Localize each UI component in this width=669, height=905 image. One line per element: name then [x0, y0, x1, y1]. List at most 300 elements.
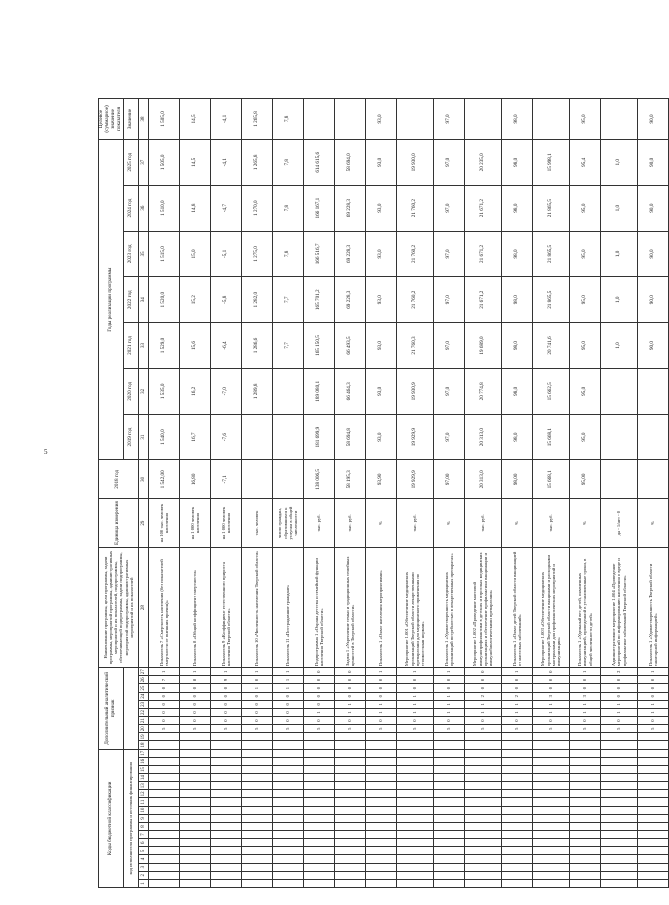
code-cell [532, 847, 569, 855]
code-cell [272, 863, 303, 871]
code-cell [179, 814, 210, 822]
code-cell [241, 831, 272, 839]
code-cell: 1 [433, 668, 464, 676]
row-unit: % [569, 499, 600, 548]
table-row [303, 99, 334, 888]
code-cell: 1 [501, 708, 532, 716]
code-cell [464, 757, 501, 765]
code-cell [272, 839, 303, 847]
code-cell [241, 806, 272, 814]
code-cell [303, 863, 334, 871]
code-cell: 1 [365, 708, 396, 716]
code-cell [464, 749, 501, 757]
code-cell [396, 871, 433, 879]
code-cell [303, 798, 334, 806]
code-cell: 1 [272, 684, 303, 692]
code-cell [433, 831, 464, 839]
code-cell [179, 822, 210, 830]
code-cell [179, 871, 210, 879]
code-cell [210, 741, 241, 749]
row-final-value: 7,8 [272, 99, 303, 140]
code-cell [600, 790, 637, 798]
code-cell [148, 831, 179, 839]
code-cell: 0 [501, 684, 532, 692]
row-year-value: 1 286,6 [241, 323, 272, 369]
row-year-value: 1,0 [600, 231, 637, 277]
code-cell: 0 [272, 717, 303, 725]
code-cell [464, 798, 501, 806]
code-cell: 0 [396, 676, 433, 684]
code-cell [365, 814, 396, 822]
row-name: Показатель 10 «Численность населения Тверской области» [241, 548, 272, 668]
code-cell: 1 [272, 676, 303, 684]
code-cell [433, 879, 464, 887]
row-final-value: 1 505,0 [148, 99, 179, 140]
column-number: 9 [138, 814, 148, 822]
code-cell [396, 774, 433, 782]
code-cell [365, 806, 396, 814]
code-cell: 1 [637, 668, 668, 676]
row-year-value: 16,7 [179, 414, 210, 460]
row-final-value [464, 99, 501, 140]
code-cell [433, 855, 464, 863]
code-cell [464, 839, 501, 847]
code-cell: 0 [464, 668, 501, 676]
column-number: 29 [138, 499, 148, 548]
code-cell [501, 782, 532, 790]
row-year-value: 15,2 [179, 277, 210, 323]
code-cell: 1 [303, 708, 334, 716]
row-year-value: 20 313,0 [464, 414, 501, 460]
code-cell [569, 733, 600, 741]
code-cell [334, 871, 365, 879]
row-year-value: 14,8 [179, 185, 210, 231]
code-cell [433, 798, 464, 806]
code-cell [148, 774, 179, 782]
row-year-value: 90,0 [637, 323, 668, 369]
code-cell [148, 798, 179, 806]
row-year-value: 1,0 [600, 323, 637, 369]
table-header-row [99, 99, 124, 888]
code-cell: 1 [433, 700, 464, 708]
year-header: 2020 год [123, 368, 138, 414]
code-cell [272, 790, 303, 798]
row-year-value: 95,0 [569, 368, 600, 414]
code-cell [396, 782, 433, 790]
row-year-value [272, 368, 303, 414]
row-unit: да - 1/нет - 0 [600, 499, 637, 548]
code-cell [396, 855, 433, 863]
row-year-value: 1 515,0 [148, 231, 179, 277]
code-cell: 2 [600, 668, 637, 676]
code-cell [241, 839, 272, 847]
row-year-value: 19 930,0 [396, 139, 433, 185]
row-year-value: 58 694,8 [334, 414, 365, 460]
column-number: 26 [138, 676, 148, 684]
code-cell [569, 863, 600, 871]
row-name: Показатель 11 «Пострадавшие граждане» [272, 548, 303, 668]
row-year-value [637, 368, 668, 414]
row-year-value: 93,0 [365, 185, 396, 231]
code-cell: 1 [433, 692, 464, 700]
column-number: 38 [138, 99, 148, 140]
year-header: 2022 год [123, 277, 138, 323]
code-cell: 2 [501, 692, 532, 700]
row-value-2018: 98,00 [501, 460, 532, 499]
code-cell [334, 814, 365, 822]
row-value-2018: -7,1 [210, 460, 241, 499]
code-cell [303, 774, 334, 782]
code-cell [210, 839, 241, 847]
code-cell [210, 831, 241, 839]
year-header: 2023 год [123, 231, 138, 277]
code-cell [179, 831, 210, 839]
code-cell [569, 871, 600, 879]
code-cell: 0 [241, 700, 272, 708]
code-cell: 1 [334, 700, 365, 708]
code-cell [148, 757, 179, 765]
code-cell [272, 879, 303, 887]
row-year-value: 166 516,7 [303, 231, 334, 277]
code-cell [210, 765, 241, 773]
code-cell [365, 765, 396, 773]
row-year-value: 97,0 [433, 185, 464, 231]
code-cell: 1 [501, 700, 532, 708]
row-value-2018: 15 668,1 [532, 460, 569, 499]
code-cell [334, 879, 365, 887]
code-cell: 5 [303, 725, 334, 733]
code-cell: 5 [532, 725, 569, 733]
table-row [179, 99, 210, 888]
code-cell [396, 741, 433, 749]
code-cell [600, 798, 637, 806]
code-cell: 0 [148, 717, 179, 725]
code-cell [148, 790, 179, 798]
code-cell: 1 [210, 668, 241, 676]
row-unit: тыс. человек [241, 499, 272, 548]
row-year-value: 98,0 [501, 368, 532, 414]
code-cell [569, 831, 600, 839]
code-cell [334, 733, 365, 741]
code-cell: 5 [210, 725, 241, 733]
code-cell [148, 741, 179, 749]
row-year-value: 93,0 [365, 368, 396, 414]
row-year-value: 21 671,2 [464, 231, 501, 277]
code-cell [637, 749, 668, 757]
code-cell [334, 822, 365, 830]
classifier-note: код исполнителя программы и источник финансирования [123, 749, 138, 887]
row-year-value [600, 368, 637, 414]
code-cell [303, 733, 334, 741]
row-final-value: 97,0 [433, 99, 464, 140]
column-number: 14 [138, 774, 148, 782]
code-cell [241, 741, 272, 749]
code-cell [501, 774, 532, 782]
row-year-value: 69 228,3 [334, 185, 365, 231]
code-cell [600, 749, 637, 757]
code-cell [501, 847, 532, 855]
row-year-value: 1 535,0 [148, 368, 179, 414]
row-year-value: -4,7 [210, 185, 241, 231]
column-number: 28 [138, 548, 148, 668]
code-cell [569, 855, 600, 863]
row-year-value: 90,0 [637, 185, 668, 231]
code-cell: 0 [272, 700, 303, 708]
row-value-2018: 20 313,0 [464, 460, 501, 499]
row-year-value: 98,0 [501, 185, 532, 231]
code-cell: 1 [637, 708, 668, 716]
code-cell [365, 790, 396, 798]
column-number: 33 [138, 323, 148, 369]
code-cell [148, 765, 179, 773]
code-cell [532, 814, 569, 822]
code-cell: 1 [532, 700, 569, 708]
code-cell [433, 847, 464, 855]
row-year-value: 1 289,8 [241, 368, 272, 414]
code-cell [179, 749, 210, 757]
year-header: 2025 год [123, 139, 138, 185]
code-cell [569, 757, 600, 765]
code-cell [210, 855, 241, 863]
code-cell: 1 [532, 708, 569, 716]
row-final-value [600, 99, 637, 140]
code-cell [600, 855, 637, 863]
code-cell: 9 [210, 676, 241, 684]
code-cell [464, 806, 501, 814]
code-cell [433, 757, 464, 765]
column-number: 4 [138, 855, 148, 863]
row-year-value: 21 760,3 [396, 323, 433, 369]
row-value-2018 [600, 460, 637, 499]
code-cell [334, 847, 365, 855]
code-cell [464, 765, 501, 773]
row-unit: тыс. руб. [334, 499, 365, 548]
row-unit: на 100 тыс. человек населения [148, 499, 179, 548]
row-year-value: 165 701,2 [303, 277, 334, 323]
code-cell [179, 798, 210, 806]
code-cell [210, 774, 241, 782]
program-name-header: Наименование программы, цели программы, задачи программы, мероприятий программы, административных мероприятий и их показателей, подпрограммы, обеспечивающей подпрограммы, задачи подпрограммы, мероприятий подпрограммы, административных мероприятий и их показателей [99, 548, 139, 668]
code-cell [241, 847, 272, 855]
row-name: Мероприятие 1.001 «Обеспечение медицинских организаций Тверской области лекарственными препаратами для медицинского применения по стоимостным нормам» [396, 548, 433, 668]
row-unit: число граждан, обратившихся к услугам в общей численности [272, 499, 303, 548]
row-year-value: 15 998,1 [532, 139, 569, 185]
code-cell: 0 [179, 717, 210, 725]
code-cell: 0 [396, 684, 433, 692]
code-cell [272, 822, 303, 830]
code-cell [532, 871, 569, 879]
code-cell [433, 871, 464, 879]
code-cell [303, 855, 334, 863]
code-cell [334, 765, 365, 773]
code-cell [365, 733, 396, 741]
code-cell: 7 [148, 676, 179, 684]
code-cell: 0 [210, 717, 241, 725]
code-cell [600, 814, 637, 822]
column-number: 34 [138, 277, 148, 323]
row-value-2018: 95,00 [569, 460, 600, 499]
column-number: 19 [138, 733, 148, 741]
row-name: Показатель 1 «Удовлетворенность Тверской области санитарной информацией» [637, 548, 668, 668]
code-cell [501, 798, 532, 806]
code-cell: 5 [179, 725, 210, 733]
code-cell: 5 [365, 725, 396, 733]
row-year-value: 16,2 [179, 368, 210, 414]
code-cell: 0 [210, 700, 241, 708]
code-cell [272, 774, 303, 782]
code-cell [210, 733, 241, 741]
code-cell [148, 871, 179, 879]
code-cell [334, 798, 365, 806]
code-cell [241, 749, 272, 757]
code-cell [501, 765, 532, 773]
code-cell: 0 [179, 684, 210, 692]
row-year-value: 7,8 [272, 231, 303, 277]
table-row [464, 99, 501, 888]
code-cell: 0 [464, 684, 501, 692]
column-number: 18 [138, 741, 148, 749]
code-cell [637, 839, 668, 847]
code-cell [569, 741, 600, 749]
row-year-value: 69 228,3 [334, 231, 365, 277]
row-year-value: 97,0 [433, 414, 464, 460]
row-year-value: -7,6 [210, 414, 241, 460]
column-number: 11 [138, 798, 148, 806]
row-year-value: 97,0 [433, 323, 464, 369]
code-cell: 0 [210, 684, 241, 692]
code-cell: 1 [501, 668, 532, 676]
code-cell [464, 790, 501, 798]
code-cell [532, 765, 569, 773]
code-cell [501, 863, 532, 871]
row-name: Административное мероприятие 1.004 «Проведение мероприятий по информированию населения о вреде и профилактике заболеваний Тверской области» [600, 548, 637, 668]
code-cell: 1 [600, 700, 637, 708]
code-cell [210, 782, 241, 790]
code-cell [433, 774, 464, 782]
column-number: 27 [138, 668, 148, 676]
code-cell [637, 806, 668, 814]
code-cell [179, 757, 210, 765]
column-number-row [138, 99, 148, 888]
code-cell [600, 733, 637, 741]
code-cell: 5 [396, 725, 433, 733]
row-value-2018: 138 006,5 [303, 460, 334, 499]
row-final-value [334, 99, 365, 140]
column-number: 15 [138, 765, 148, 773]
table-row [396, 99, 433, 888]
code-cell [637, 822, 668, 830]
code-cell [396, 749, 433, 757]
row-name: Показатель 9 «Коэффициент естественного прироста населения Тверской области» [210, 548, 241, 668]
code-cell [600, 863, 637, 871]
year-header: 2021 год [123, 323, 138, 369]
row-year-value: 21 865,5 [532, 277, 569, 323]
code-cell [569, 790, 600, 798]
code-cell [569, 847, 600, 855]
value-header: Значение [123, 99, 138, 140]
code-cell [600, 782, 637, 790]
code-cell [532, 879, 569, 887]
code-cell [464, 741, 501, 749]
realization-header: Годы реализации программы [99, 139, 124, 460]
code-cell: 0 [303, 676, 334, 684]
code-cell [396, 863, 433, 871]
code-cell: 0 [241, 676, 272, 684]
row-year-value: 7,7 [272, 323, 303, 369]
code-cell [272, 847, 303, 855]
code-cell: 0 [433, 717, 464, 725]
code-cell [365, 847, 396, 855]
row-year-value: 1 270,0 [241, 185, 272, 231]
code-cell [179, 782, 210, 790]
row-year-value: 165 150,5 [303, 323, 334, 369]
code-cell: 0 [210, 692, 241, 700]
code-cell: 0 [637, 717, 668, 725]
code-cell: 1 [396, 692, 433, 700]
code-cell [433, 814, 464, 822]
row-year-value: 95,0 [569, 414, 600, 460]
code-cell [148, 782, 179, 790]
column-number: 6 [138, 839, 148, 847]
code-cell [501, 855, 532, 863]
unit-header: Единица измерения [99, 499, 139, 548]
code-cell [334, 831, 365, 839]
code-cell [241, 863, 272, 871]
code-cell [396, 733, 433, 741]
code-cell [303, 765, 334, 773]
code-cell [334, 782, 365, 790]
code-cell [532, 749, 569, 757]
table-row [148, 99, 179, 888]
code-cell: 0 [600, 717, 637, 725]
activity-group-header: Дополнительный аналитический признак [99, 668, 124, 750]
table-row [334, 99, 365, 888]
row-value-2018: 1 542,00 [148, 460, 179, 499]
code-cell: 1 [396, 668, 433, 676]
row-year-value: 1 520,0 [148, 277, 179, 323]
code-cell [637, 831, 668, 839]
row-year-value: 15,6 [179, 323, 210, 369]
code-cell: 0 [433, 684, 464, 692]
code-cell: 1 [433, 708, 464, 716]
code-cell [179, 790, 210, 798]
code-cell [396, 798, 433, 806]
program-table [98, 98, 669, 888]
page-number: 5 [44, 448, 48, 456]
code-cell: 5 [637, 725, 668, 733]
code-cell [210, 879, 241, 887]
code-cell [334, 806, 365, 814]
code-cell: 0 [148, 708, 179, 716]
row-year-value: 98,0 [501, 323, 532, 369]
column-number: 12 [138, 790, 148, 798]
code-cell [334, 749, 365, 757]
code-cell: 5 [334, 725, 365, 733]
code-cell [396, 839, 433, 847]
code-cell [637, 871, 668, 879]
code-cell: 0 [365, 676, 396, 684]
row-unit: % [637, 499, 668, 548]
code-cell [148, 806, 179, 814]
column-number: 24 [138, 692, 148, 700]
year-header: 2024 год [123, 185, 138, 231]
code-cell [303, 790, 334, 798]
code-cell [464, 863, 501, 871]
code-cell [637, 733, 668, 741]
code-cell [365, 871, 396, 879]
row-year-value: 97,0 [433, 277, 464, 323]
code-cell: 0 [532, 668, 569, 676]
